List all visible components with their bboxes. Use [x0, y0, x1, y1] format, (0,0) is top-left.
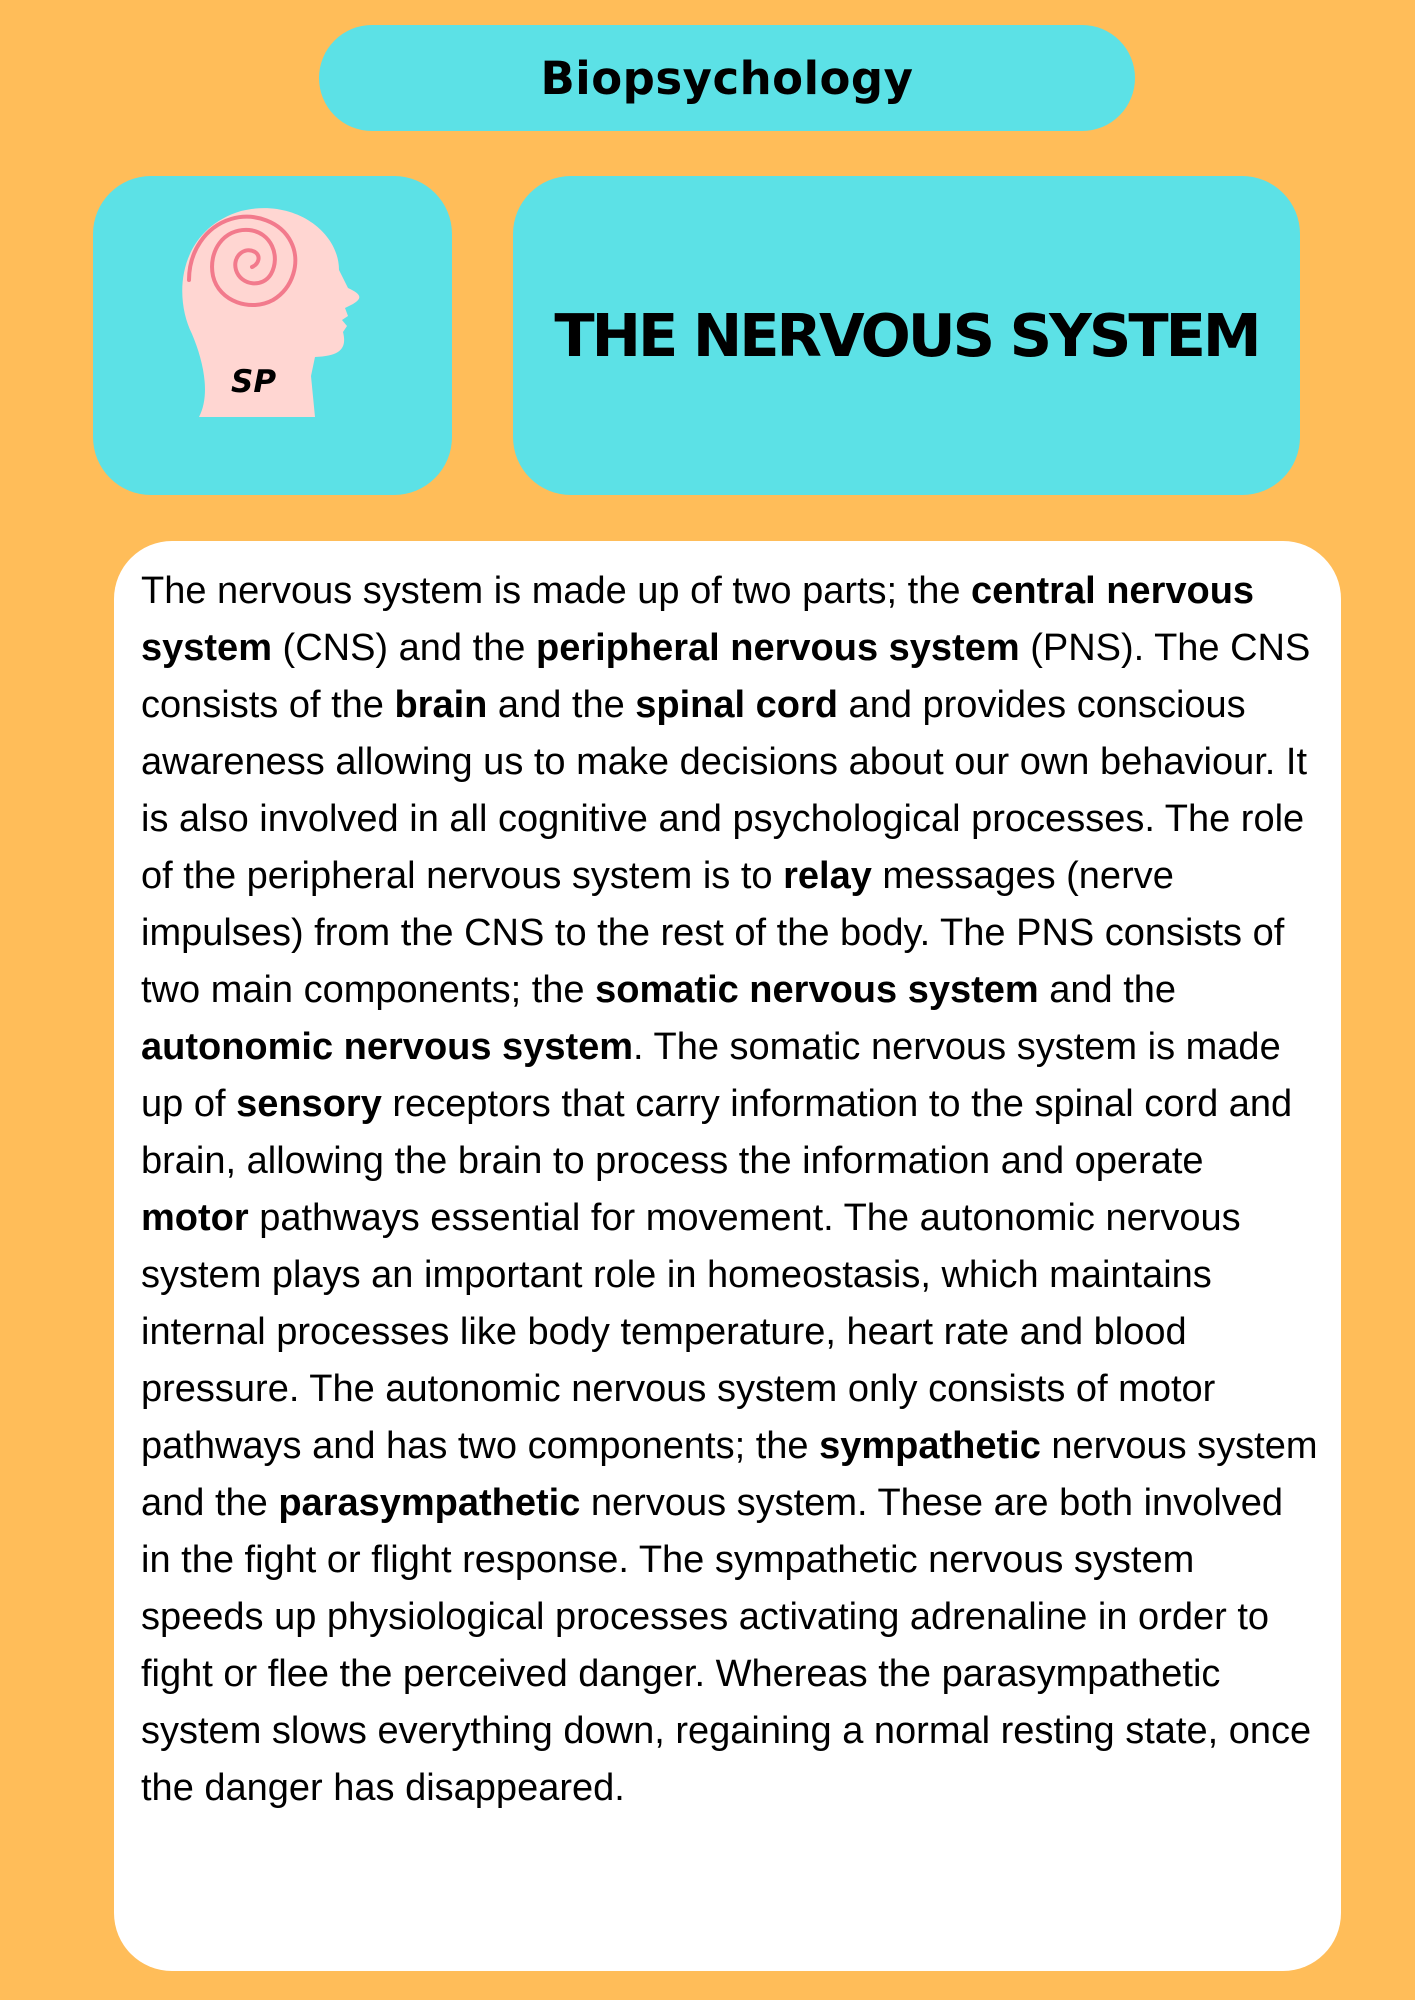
text-segment: and the — [1038, 969, 1177, 1011]
page-title: THE NERVOUS SYSTEM — [554, 301, 1259, 370]
bold-term: central nervous system — [141, 570, 1255, 669]
text-segment: messages (nerve impulses) from the CNS to the rest of the body. The PNS consists of two main components; the — [141, 855, 1285, 1011]
text-segment: and the — [487, 684, 636, 726]
logo-panel — [93, 176, 452, 495]
bold-term: sensory — [236, 1083, 382, 1125]
body-paragraph — [141, 563, 1321, 1817]
head-spiral-icon — [93, 176, 452, 495]
text-segment: nervous system and the — [141, 1425, 1318, 1524]
text-segment: and provides conscious awareness allowing us to make decisions about our own behaviour. It is also involved in all cognitive and psychological processes. The role of the peripheral nervous system is to — [141, 684, 1308, 897]
text-segment: receptors that carry information to the spinal cord and brain, allowing the brain to process the information and operate — [141, 1083, 1293, 1182]
bold-term: spinal cord — [635, 684, 838, 726]
bold-term: parasympathetic — [278, 1482, 581, 1524]
bold-term: relay — [783, 855, 872, 897]
bold-term: brain — [394, 684, 488, 726]
bold-term: sympathetic — [819, 1425, 1041, 1467]
text-segment: (PNS). The CNS consists of the — [141, 627, 1311, 726]
subject-pill — [319, 25, 1135, 131]
bold-term: peripheral nervous system — [535, 627, 1020, 669]
title-panel — [513, 176, 1300, 495]
text-segment: (CNS) and the — [271, 627, 536, 669]
subject-label: Biopsychology — [540, 51, 914, 105]
text-segment: . The somatic nervous system is made up of — [141, 1026, 1281, 1125]
bold-term: somatic nervous system — [595, 969, 1039, 1011]
text-segment: pathways essential for movement. The autonomic nervous system plays an important role in homeostasis, which maintains internal processes like body temperature, heart rate and blood pressure. The autonomic nervous system only consists of motor pathways and has two components; the — [141, 1197, 1241, 1467]
bold-term: autonomic nervous system — [141, 1026, 634, 1068]
logo-initials: SP — [231, 364, 277, 400]
text-segment: The nervous system is made up of two parts; the — [141, 570, 972, 612]
bold-term: motor — [141, 1197, 249, 1239]
text-segment: nervous system. These are both involved in the fight or flight response. The sympathetic nervous system speeds up physiological processes activating adrenaline in order to fight or flee the perceived danger. Whereas the parasympathetic system slows everything down, regaining a normal resting state, once the danger has disappeared. — [141, 1482, 1312, 1809]
